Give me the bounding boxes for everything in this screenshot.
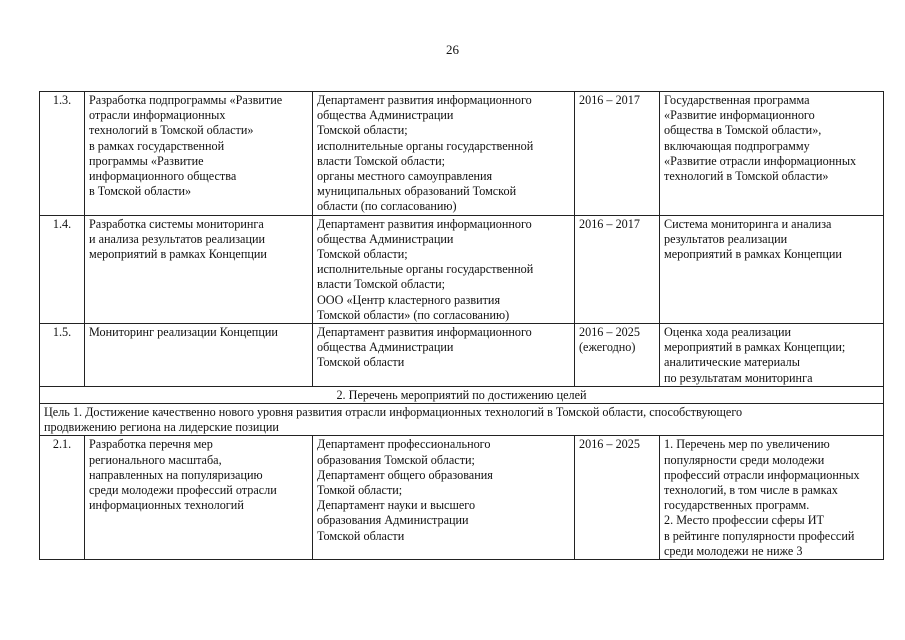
responsible-cell-line: Департамент развития информационного [317,93,532,107]
result-cell-line: «Развитие информационного [664,108,815,123]
result-cell-line: мероприятий в рамках Концепции; [664,340,846,355]
activity-cell-line: Разработка перечня мер [89,437,213,452]
responsible-cell-line: Томкой области; [317,483,403,498]
table-body [40,92,884,560]
activity-cell [85,436,313,560]
goal-row [40,404,884,436]
result-cell-line: технологий в Томской области» [664,169,829,184]
activity-cell-line: Разработка подпрограммы «Развитие [89,93,283,107]
goal-text-line: Цель 1. Достижение качественно нового уровня развития отрасли информационных технологий в Томской области, способствующего [44,405,743,420]
period-cell [575,324,660,387]
result-cell-line: популярности среди молодежи [664,452,825,467]
responsible-cell [313,215,575,323]
responsible-cell-line: общества Администрации [317,108,454,123]
activity-cell-line: в Томской области» [89,184,192,199]
activity-cell-line: Мониторинг реализации Концепции [89,325,278,340]
activities-table [39,91,884,560]
responsible-cell-line: Департамент профессионального [317,437,491,452]
result-cell-line: Государственная программа [664,93,810,107]
responsible-cell-line: власти Томской области; [317,153,445,168]
responsible-cell-line: муниципальных образований Томской [317,184,517,199]
period-cell-line: 2016 – 2017 [579,93,640,107]
table-row [40,436,884,560]
section-heading-row [40,386,884,403]
period-cell [575,215,660,323]
responsible-cell-line: Департамент развития информационного [317,325,532,340]
activity-cell-line: и анализа результатов реализации [89,231,266,246]
responsible-cell-line: образования Томской области; [317,452,475,467]
result-cell-line: включающая подпрограмму [664,138,810,153]
responsible-cell-line: ООО «Центр кластерного развития [317,292,501,307]
result-cell-line: профессий отрасли информационных [664,467,860,482]
responsible-cell-line: области (по согласованию) [317,199,457,214]
responsible-cell-line: общества Администрации [317,231,454,246]
result-cell-line: результатов реализации [664,231,788,246]
page-number: 26 [446,42,459,57]
period-cell-line: 2016 – 2025 [579,437,640,452]
activity-cell-line: отрасли информационных [89,108,226,123]
activity-cell [85,324,313,387]
activity-cell-line: в рамках государственной [89,138,225,153]
table-row [40,215,884,323]
result-cell [660,324,884,387]
activity-cell [85,215,313,323]
result-cell-line: мероприятий в рамках Концепции [664,247,842,262]
result-cell-line: Система мониторинга и анализа [664,216,832,231]
period-cell-line: 2016 – 2017 [579,216,640,231]
table-row [40,324,884,387]
result-cell-line: аналитические материалы [664,355,800,370]
responsible-cell [313,324,575,387]
responsible-cell [313,92,575,216]
result-cell-line: среди молодежи не ниже 3 [664,543,803,558]
responsible-cell-line: органы местного самоуправления [317,169,493,184]
row-number: 2.1. [40,436,85,560]
period-cell-line: (ежегодно) [579,340,636,355]
row-number: 1.4. [40,215,85,323]
result-cell-line: «Развитие отрасли информационных [664,153,857,168]
activity-cell-line: Разработка системы мониторинга [89,216,264,231]
activity-cell-line: направленных на популяризацию [89,467,263,482]
period-cell [575,436,660,560]
activity-cell-line: информационных технологий [89,498,244,513]
goal-text [40,404,884,436]
goal-text-line: продвижению региона на лидерские позиции [44,420,279,435]
result-cell [660,215,884,323]
result-cell-line: технологий, в том числе в рамках [664,483,838,498]
result-cell [660,436,884,560]
activity-cell-line: информационного общества [89,169,237,184]
period-cell [575,92,660,216]
result-cell-line: государственных программ. [664,498,810,513]
activity-cell-line: мероприятий в рамках Концепции [89,247,267,262]
activity-cell [85,92,313,216]
result-cell-line: Оценка хода реализации [664,325,792,340]
responsible-cell-line: Департамент развития информационного [317,216,532,231]
responsible-cell-line: Департамент общего образования [317,467,493,482]
responsible-cell-line: исполнительные органы государственной [317,262,534,277]
result-cell-line: общества в Томской области», [664,123,822,138]
activity-cell-line: среди молодежи профессий отрасли [89,483,277,498]
responsible-cell-line: Томской области; [317,123,408,138]
result-cell-line: по результатам мониторинга [664,370,813,385]
result-cell [660,92,884,216]
result-cell-line: 2. Место профессии сферы ИТ [664,513,824,528]
activity-cell-line: технологий в Томской области» [89,123,254,138]
responsible-cell-line: Томской области [317,355,405,370]
responsible-cell-line: Томской области [317,528,405,543]
responsible-cell-line: Департамент науки и высшего [317,498,476,513]
responsible-cell-line: общества Администрации [317,340,454,355]
responsible-cell [313,436,575,560]
responsible-cell-line: Томской области» (по согласованию) [317,307,510,322]
row-number: 1.3. [40,92,85,216]
section-heading: 2. Перечень мероприятий по достижению целей [40,386,884,403]
row-number: 1.5. [40,324,85,387]
responsible-cell-line: власти Томской области; [317,277,445,292]
result-cell-line: 1. Перечень мер по увеличению [664,437,830,452]
result-cell-line: в рейтинге популярности профессий [664,528,855,543]
responsible-cell-line: Томской области; [317,247,408,262]
activity-cell-line: регионального масштаба, [89,452,222,467]
table-row [40,92,884,216]
responsible-cell-line: исполнительные органы государственной [317,138,534,153]
responsible-cell-line: образования Администрации [317,513,469,528]
activity-cell-line: программы «Развитие [89,153,204,168]
period-cell-line: 2016 – 2025 [579,325,640,340]
